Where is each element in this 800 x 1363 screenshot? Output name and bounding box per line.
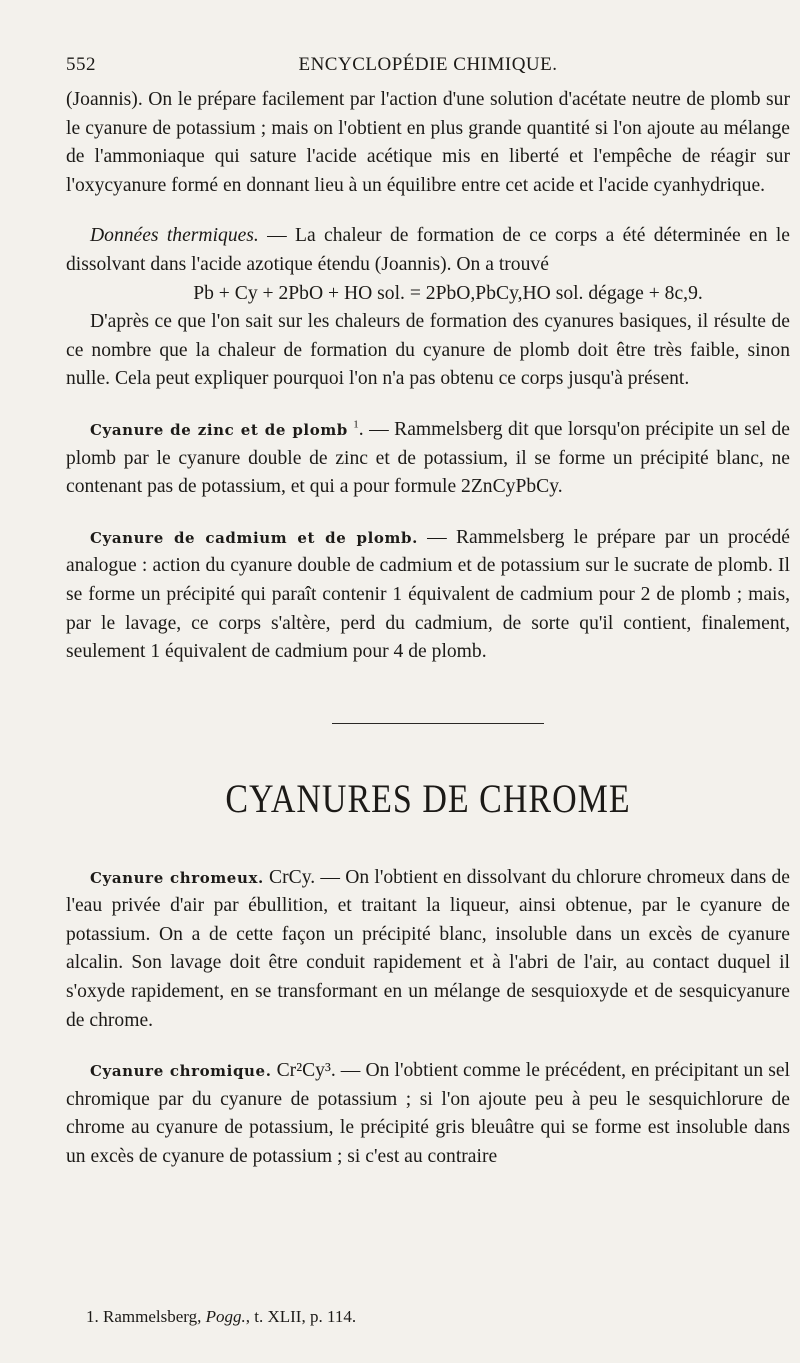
chromique-heading: Cyanure chromique. [90,1062,272,1081]
cadmium-lead-heading: Cyanure de cadmium et de plomb. [90,528,418,547]
thermal-heading: Données thermiques. [90,225,259,247]
paragraph-cadmium-lead [66,524,790,667]
page-header [66,54,790,84]
section-title: CYANURES DE CHROME [225,777,631,821]
footnote-journal: Pogg. [205,1307,246,1326]
cadmium-lead-text: — Rammelsberg le prépare par un procédé analogue : action du cyanure double de cadmium et de potassium sur le sucrate de plomb. Il se forme un précipité qui paraît contenir 1 équivalent de cadmium pour 2 de plomb ; mais, par le lavage, ce corps s'altère, perd du cadmium, de sorte qu'il contient, finalement, seulement 1 équivalent de cadmium pour 4 de plomb. [66,526,790,663]
footnote [86,1307,356,1327]
paragraph-1: (Joannis). On le prépare facilement par l'action d'une solution d'acétate neutre de plomb sur le cyanure de potassium ; mais on l'obtient en plus grande quantité si l'on ajoute au mélange de l'ammoniaque qui sature l'acide acétique mis en liberté et l'empêche de réagir sur l'oxycyanure formé en donnant lieu à un équilibre entre cet acide et l'acide cyanhydrique. [66,89,790,196]
chromeux-heading: Cyanure chromeux. [90,868,264,887]
footnote-text-post: , t. XLII, p. 114. [245,1307,357,1326]
footnote-ref: 1 [353,418,359,431]
running-title: ENCYCLOPÉDIE CHIMIQUE. [298,54,558,75]
thermal-text: — La chaleur de formation de ce corps a été déterminée en le dissolvant dans l'acide azotique étendu (Joannis). On a trouvé [66,225,790,275]
paragraph-3: D'après ce que l'on sait sur les chaleurs de formation des cyanures basiques, il résulte de ce nombre que la chaleur de formation du cyanure de plomb doit être très faible, sinon nulle. Cela peut expliquer pourquoi l'on n'a pas obtenu ce corps jusqu'à présent. [66,311,790,390]
zinc-lead-text: . — Rammelsberg dit que lorsqu'on précipite un sel de plomb par le cyanure double de zinc et de potassium, il se forme un précipité blanc, ne contenant pas de potassium, et qui a pour formule 2ZnCyPbCy. [66,418,790,498]
paragraph-chromique [66,1057,790,1171]
chromique-text: Cr²Cy³. — On l'obtient comme le précédent, en précipitant un sel chromique par du cyanure de potassium ; si l'on ajoute peu à peu le sesquichlorure de chrome au cyanure de potassium, le précipité gris bleuâtre qui se forme est insoluble dans un excès de cyanure de potassium ; si c'est au contraire [66,1060,790,1168]
footnote-number: 1. [86,1307,99,1326]
thermal-equation: Pb + Cy + 2PbO + HO sol. = 2PbO,PbCy,HO sol. dégage + 8c,9. [193,282,703,304]
paragraph-zinc-lead [66,416,790,502]
chromeux-text: CrCy. — On l'obtient en dissolvant du chlorure chromeux dans de l'eau privée d'air par ébullition, et traitant la liqueur, ainsi obtenue, par le cyanure de potassium. On a de cette façon un précipité blanc, insoluble dans un excès de cyanure alcalin. Son lavage doit être conduit rapidement et à l'abri de l'air, au contact duquel il s'oxyde rapidement, en se transformant en un mélange de sesquioxyde et de sesquicyanure de chrome. [66,866,790,1031]
paragraph-chromeux [66,864,790,1036]
zinc-lead-heading: Cyanure de zinc et de plomb [90,420,348,439]
page-number: 552 [66,54,96,75]
section-divider [332,723,544,724]
page-body [66,86,790,1172]
paragraph-thermal [66,222,790,279]
footnote-text-pre: Rammelsberg, [98,1307,206,1326]
